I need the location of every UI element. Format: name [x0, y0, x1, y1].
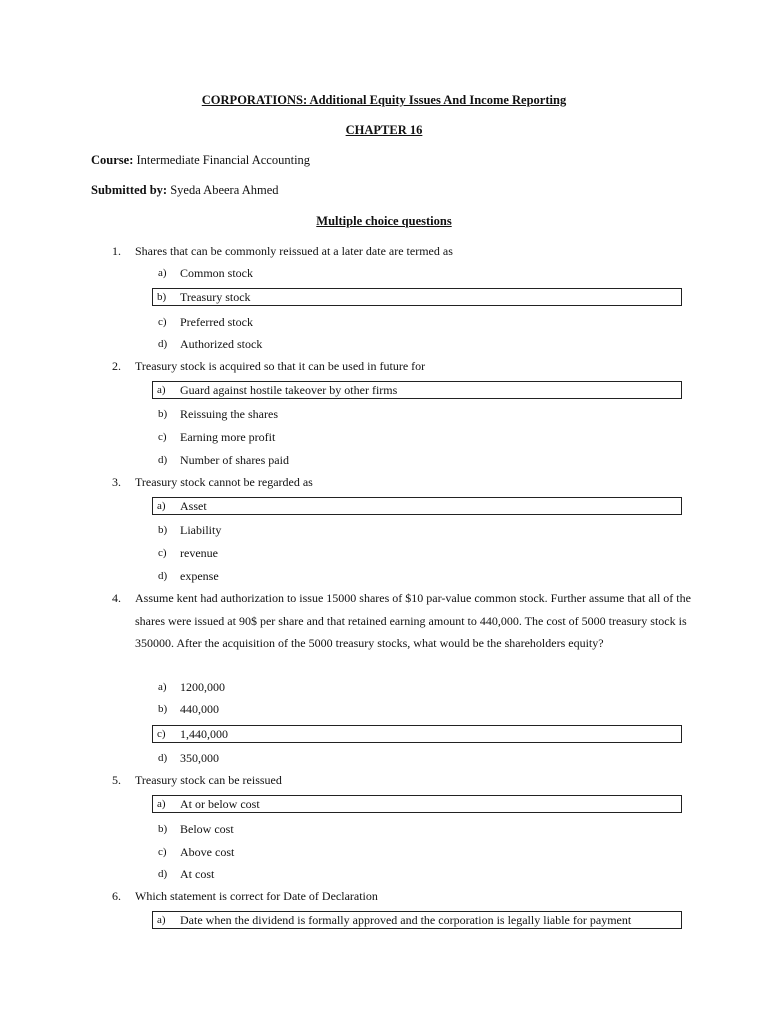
submitted-label: Submitted by: [91, 183, 168, 197]
option-text: expense [180, 569, 219, 583]
question-1 [112, 240, 692, 263]
q1-option-c [152, 313, 682, 331]
q1-option-b-answer-box [152, 288, 682, 306]
option-letter: a) [157, 500, 166, 512]
q2-option-b [152, 405, 682, 423]
q1-option-a [152, 264, 682, 282]
option-text: Date when the dividend is formally approved and the corporation is legally liable for payment [180, 913, 632, 927]
option-letter: d) [158, 570, 168, 582]
option-letter: c) [158, 431, 167, 443]
question-number: 5. [112, 773, 121, 787]
question-4 [112, 587, 692, 655]
option-text: Earning more profit [180, 430, 276, 444]
q3-option-a-answer-box [152, 497, 682, 515]
q3-option-c [152, 544, 682, 562]
q4-option-b [152, 700, 682, 718]
q4-option-a [152, 678, 682, 696]
option-letter: c) [158, 547, 167, 559]
option-letter: a) [157, 384, 166, 396]
option-text: Authorized stock [180, 337, 263, 351]
option-letter: a) [158, 267, 167, 279]
option-text: revenue [180, 546, 218, 560]
q5-option-d [152, 865, 682, 883]
option-letter: c) [157, 728, 166, 740]
question-text: Which statement is correct for Date of Declaration [135, 889, 378, 903]
option-letter: b) [158, 703, 168, 715]
q2-option-c [152, 428, 682, 446]
course-value: Intermediate Financial Accounting [136, 153, 311, 167]
section-heading: Multiple choice questions [316, 214, 452, 228]
question-3 [112, 471, 692, 494]
chapter-heading: CHAPTER 16 [345, 123, 423, 137]
q1-option-d [152, 335, 682, 353]
q5-option-a-answer-box [152, 795, 682, 813]
option-letter: b) [158, 408, 168, 420]
question-text: Treasury stock cannot be regarded as [135, 475, 313, 489]
course-line [91, 153, 310, 168]
course-label: Course: [91, 153, 134, 167]
option-text: Preferred stock [180, 315, 253, 329]
question-number: 6. [112, 889, 121, 903]
option-text: Above cost [180, 845, 235, 859]
option-text: Reissuing the shares [180, 407, 278, 421]
option-text: Guard against hostile takeover by other firms [180, 383, 398, 397]
option-text: Common stock [180, 266, 254, 280]
option-letter: b) [158, 823, 168, 835]
question-number: 4. [112, 591, 121, 605]
question-6 [112, 885, 692, 908]
option-text: 1200,000 [180, 680, 225, 694]
q4-option-c-answer-box [152, 725, 682, 743]
option-letter: d) [158, 338, 168, 350]
option-text: 440,000 [180, 702, 219, 716]
question-text: Assume kent had authorization to issue 15000 shares of $10 par-value common stock. Further assume that all of the shares were issued at 90$ per share and that retained earning amount to 440,000. The cost of 5000 treasury stock is 350000. After the acquisition of the 5000 treasury stocks, what would be the shareholders equity? [135, 591, 691, 650]
q6-option-a-answer-box [152, 911, 682, 929]
q3-option-d [152, 567, 682, 585]
option-letter: d) [158, 752, 168, 764]
question-2 [112, 355, 692, 378]
option-letter: b) [158, 524, 168, 536]
question-number: 3. [112, 475, 121, 489]
option-letter: b) [157, 291, 167, 303]
option-text: Treasury stock [180, 290, 251, 304]
option-letter: d) [158, 868, 168, 880]
option-letter: a) [157, 798, 166, 810]
q4-option-d [152, 749, 682, 767]
option-letter: c) [158, 846, 167, 858]
question-number: 1. [112, 244, 121, 258]
q2-option-d [152, 451, 682, 469]
option-text: At or below cost [180, 797, 260, 811]
submitted-line [91, 183, 279, 198]
option-letter: a) [157, 914, 166, 926]
option-text: At cost [180, 867, 215, 881]
option-letter: c) [158, 316, 167, 328]
option-text: Liability [180, 523, 222, 537]
q2-option-a-answer-box [152, 381, 682, 399]
option-text: 1,440,000 [180, 727, 228, 741]
option-text: Number of shares paid [180, 453, 289, 467]
option-letter: d) [158, 454, 168, 466]
question-text: Shares that can be commonly reissued at a later date are termed as [135, 244, 453, 258]
q5-option-b [152, 820, 682, 838]
option-letter: a) [158, 681, 167, 693]
q3-option-b [152, 521, 682, 539]
question-5 [112, 769, 692, 792]
submitted-value: Syeda Abeera Ahmed [170, 183, 279, 197]
option-text: Asset [180, 499, 207, 513]
document-title: CORPORATIONS: Additional Equity Issues And Income Reporting [201, 93, 567, 107]
option-text: 350,000 [180, 751, 219, 765]
q5-option-c [152, 843, 682, 861]
question-text: Treasury stock is acquired so that it can be used in future for [135, 359, 426, 373]
question-text: Treasury stock can be reissued [135, 773, 282, 787]
question-number: 2. [112, 359, 121, 373]
option-text: Below cost [180, 822, 234, 836]
